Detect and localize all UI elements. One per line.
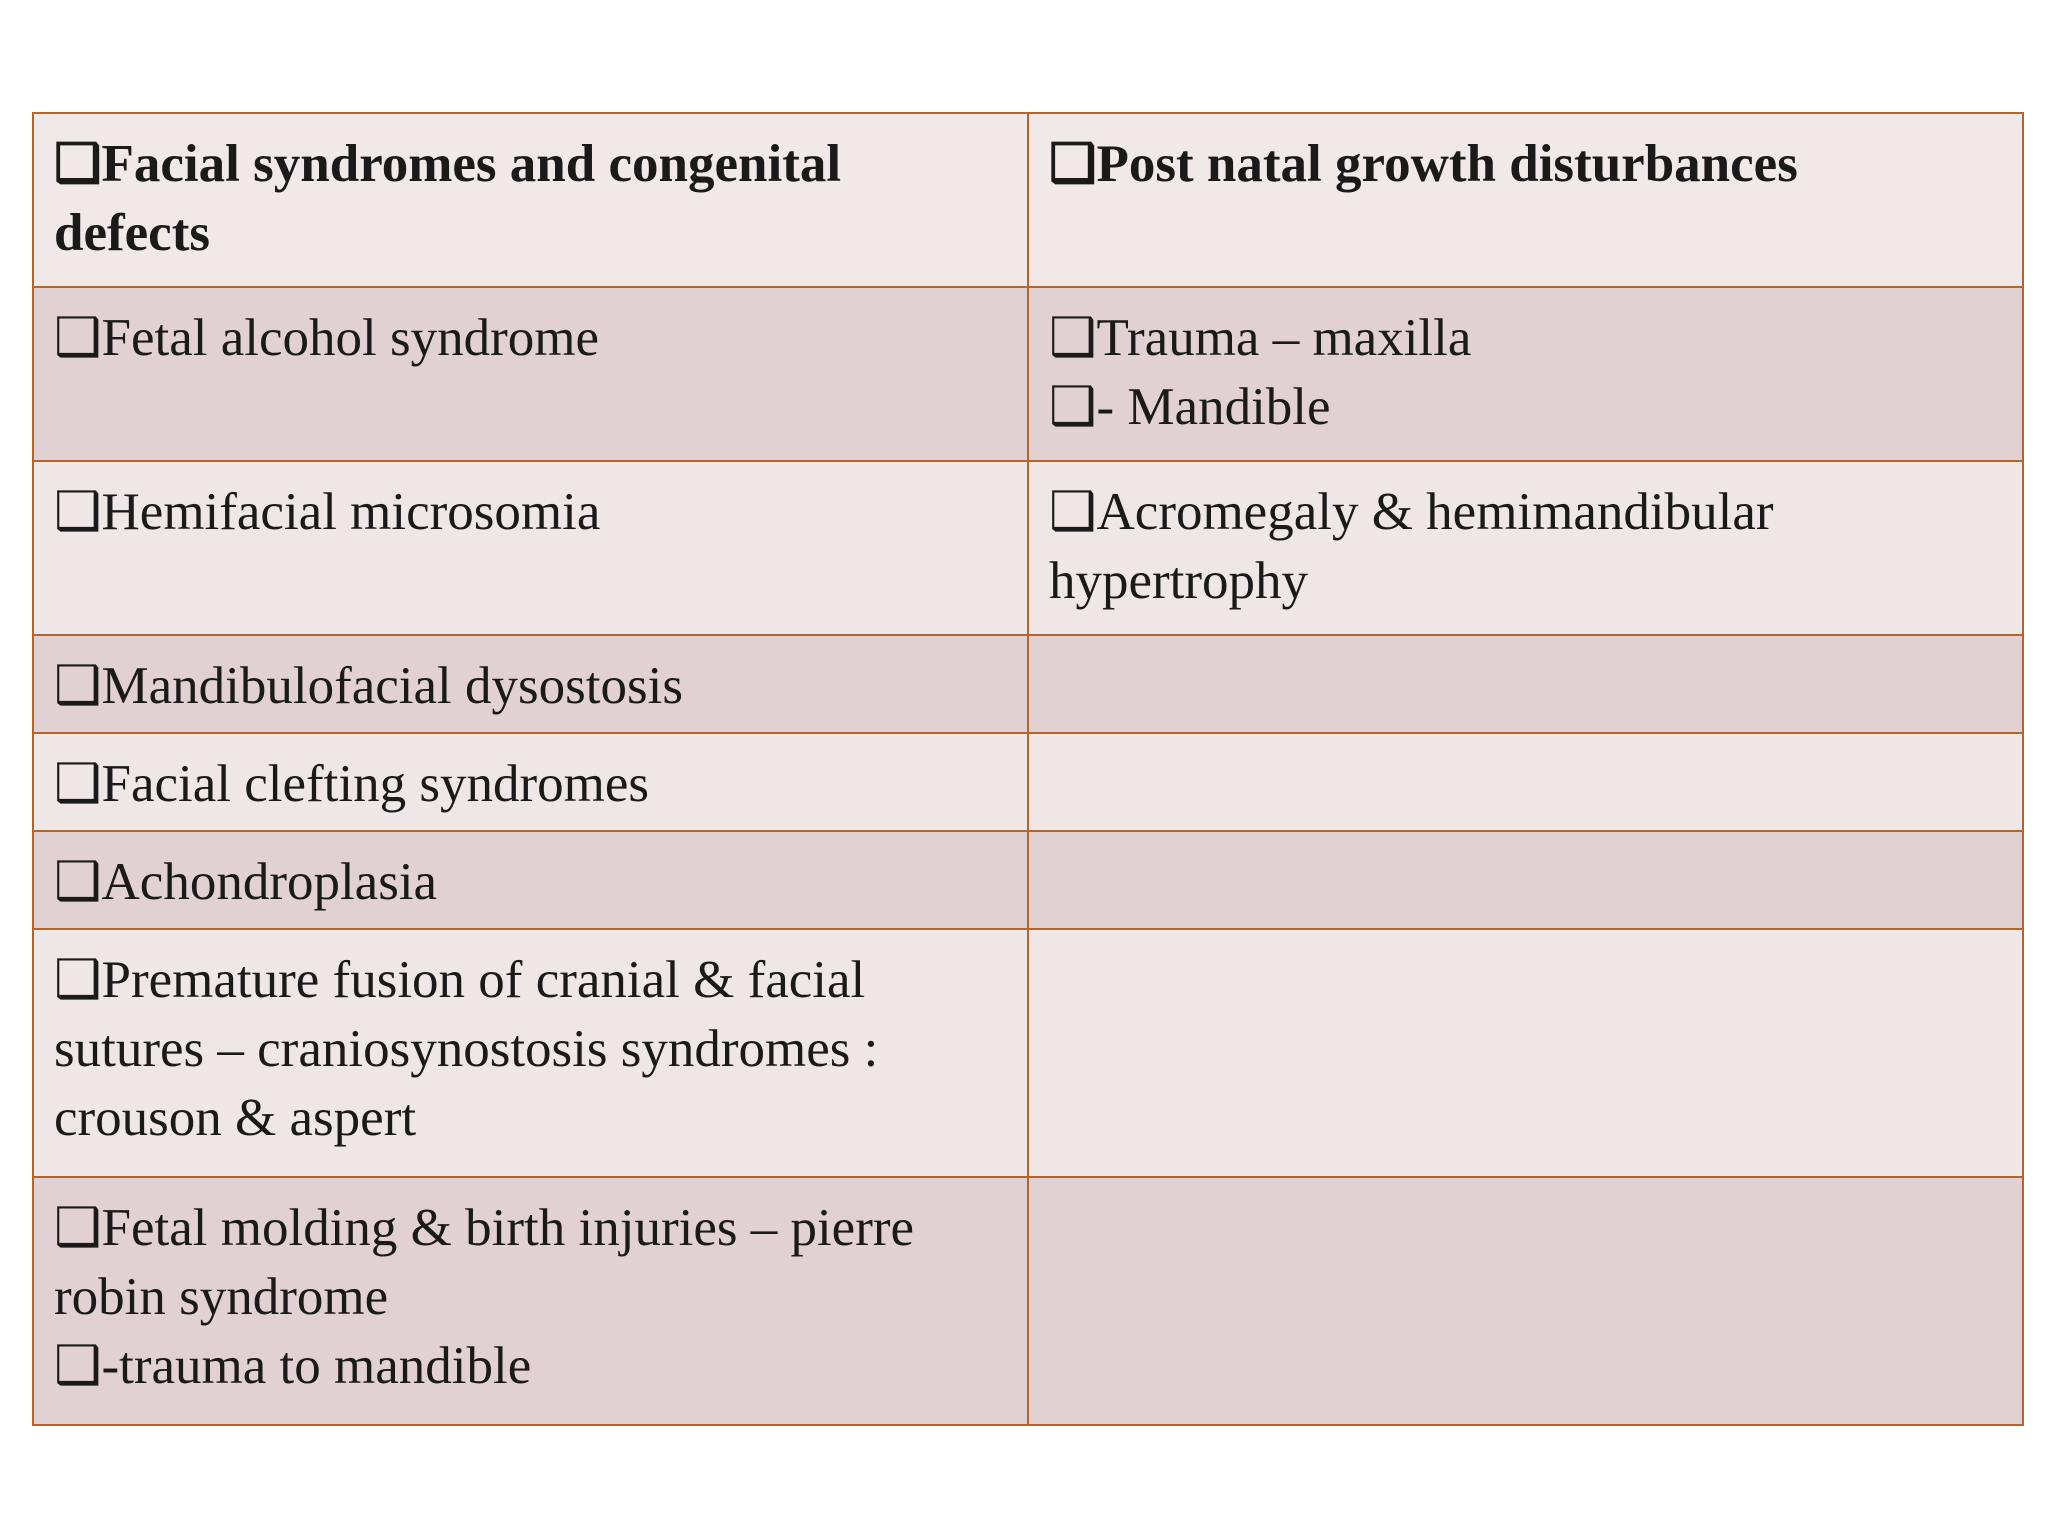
table-cell-right: [1028, 733, 2023, 831]
table-row: [33, 635, 2023, 733]
table-cell-left: ❑Fetal molding & birth injuries – pierre robin syndrome ❑-trauma to mandible: [33, 1177, 1028, 1425]
table-cell-right: ❑Trauma – maxilla ❑- Mandible: [1028, 287, 2023, 461]
table-cell-left: ❑Mandibulofacial dysostosis: [33, 635, 1028, 733]
table-cell-left: ❑Fetal alcohol syndrome: [33, 287, 1028, 461]
table-header-row: [33, 113, 2023, 287]
table-cell-right: [1028, 831, 2023, 929]
table-row: [33, 461, 2023, 635]
table-row: [33, 287, 2023, 461]
table-row: [33, 1177, 2023, 1425]
table-row: [33, 929, 2023, 1177]
table-cell-left: ❑Hemifacial microsomia: [33, 461, 1028, 635]
table-cell-right: [1028, 929, 2023, 1177]
table-cell-right: [1028, 1177, 2023, 1425]
table-cell-right: [1028, 635, 2023, 733]
header-cell-left: ❑Facial syndromes and congenital defects: [33, 113, 1028, 287]
table-cell-left: ❑Achondroplasia: [33, 831, 1028, 929]
table-cell-right: ❑Acromegaly & hemimandibular hypertrophy: [1028, 461, 2023, 635]
table-row: [33, 831, 2023, 929]
classification-table: [32, 112, 2024, 1426]
header-cell-right: ❑Post natal growth disturbances: [1028, 113, 2023, 287]
table-cell-left: ❑Facial clefting syndromes: [33, 733, 1028, 831]
table-row: [33, 733, 2023, 831]
table-cell-left: ❑Premature fusion of cranial & facial sutures – craniosynostosis syndromes : crouson & aspert: [33, 929, 1028, 1177]
